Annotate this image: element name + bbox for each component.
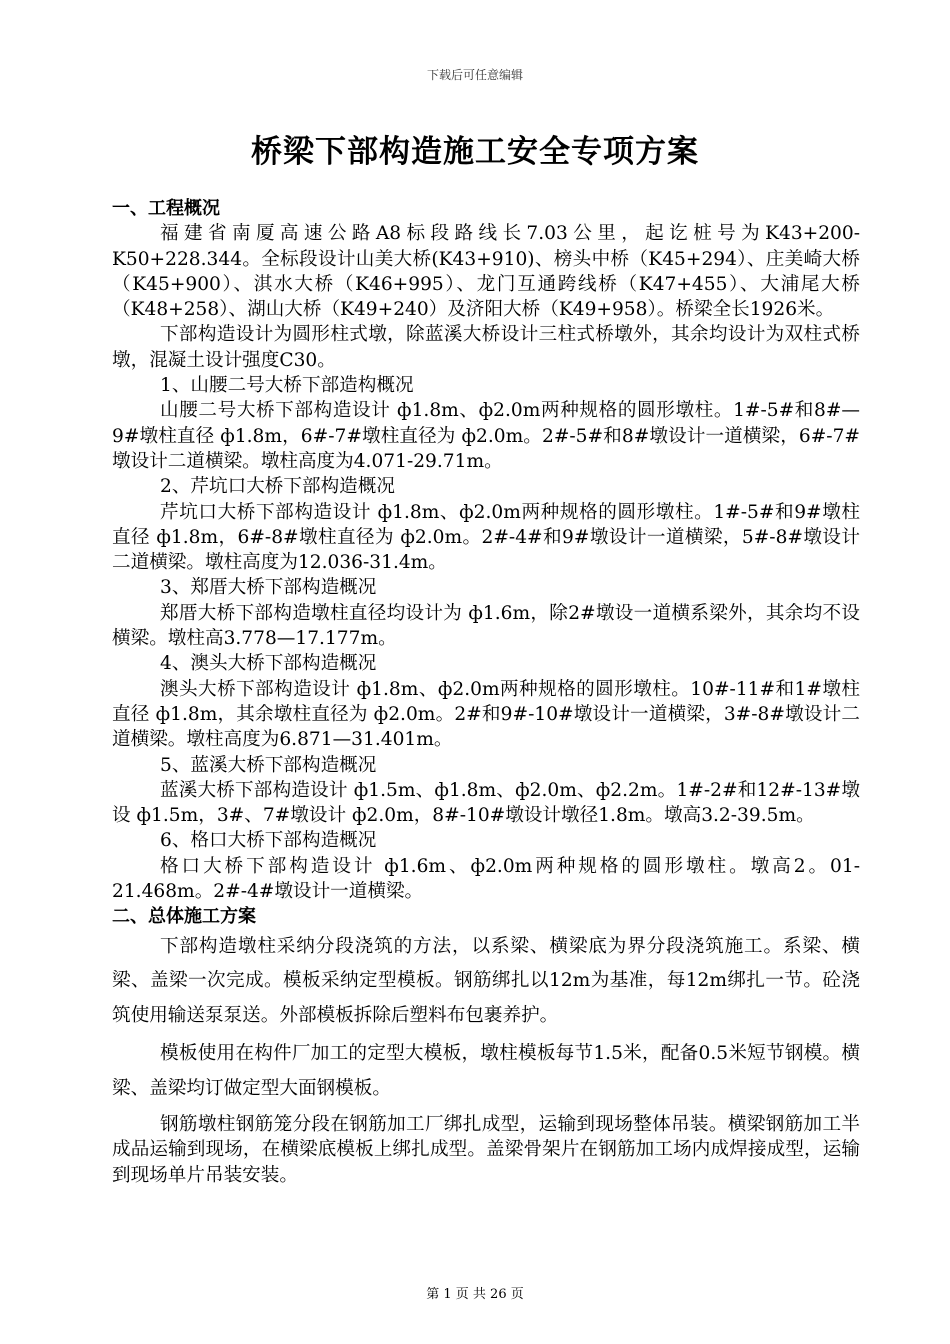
plan-paragraph-2: 模板使用在构件厂加工的定型大模板，墩柱模板每节1.5米，配备0.5米短节钢模。横梁、盖梁均订做定型大面钢模板。 <box>112 1043 860 1099</box>
subsection-title-1: 1、山腰二号大桥下部造构概况 <box>160 375 414 397</box>
subsection-title-5: 5、蓝溪大桥下部构造概况 <box>160 754 377 776</box>
subsection-title-2: 2、芹坑口大桥下部构造概况 <box>160 476 395 498</box>
overview-paragraph-2: 下部构造设计为圆形柱式墩，除蓝溪大桥设计三柱式桥墩外，其余均设计为双柱式桥墩，混凝土设计强度C30。 <box>112 324 860 371</box>
header-note: 下载后可任意编辑 <box>426 68 523 82</box>
overview-paragraph-1: 福建省南厦高速公路A8标段路线长7.03公里，起讫桩号为K43+200-K50+228.344。全标段设计山美大桥(K43+910)、榜头中桥（K45+294）、庄美崎大桥（K45+900）、淇水大桥（K46+995）、龙门互通跨线桥（K47+455）、大浦尾大桥（K48+258）、湖山大桥（K49+240）及济阳大桥（K49+958）。桥梁全长1926米。 <box>112 223 860 321</box>
subsection-body-5: 蓝溪大桥下部构造设计 ф1.5m、ф1.8m、ф2.0m、ф2.2m。1#-2#和12#-13#墩设 ф1.5m，3#、7#墩设计 ф2.0m，8#-10#墩设计墩径1.8m。墩高3.2-39.5m。 <box>112 779 860 827</box>
page-footer: 第 1 页 共 26 页 <box>426 1287 524 1302</box>
subsection-body-1: 山腰二号大桥下部构造设计 ф1.8m、ф2.0m两种规格的圆形墩柱。1#-5#和8#—9#墩柱直径 ф1.8m，6#-7#墩柱直径为 ф2.0m。2#-5#和8#墩设计一道横梁，6#-7#墩设计二道横梁。墩柱高度为4.071-29.71m。 <box>112 400 860 472</box>
document-body <box>112 196 860 1188</box>
subsection-body-2: 芹坑口大桥下部构造设计 ф1.8m、ф2.0m两种规格的圆形墩柱。1#-5#和9#墩柱直径 ф1.8m，6#-8#墩柱直径为 ф2.0m。2#-4#和9#墩设计一道横梁，5#-8#墩设计二道横梁。墩柱高度为12.036-31.4m。 <box>112 501 860 574</box>
section-heading-overview: 一、工程概况 <box>112 198 220 219</box>
subsection-title-4: 4、澳头大桥下部构造概况 <box>160 653 377 675</box>
plan-paragraph-3: 钢筋墩柱钢筋笼分段在钢筋加工厂绑扎成型，运输到现场整体吊装。横梁钢筋加工半成品运输到现场，在横梁底模板上绑扎成型。盖梁骨架片在钢筋加工场内成焊接成型，运输到现场单片吊装安装。 <box>112 1114 860 1186</box>
subsection-title-6: 6、格口大桥下部构造概况 <box>160 830 377 852</box>
subsection-title-3: 3、郑厝大桥下部构造概况 <box>160 577 377 599</box>
section-heading-plan: 二、总体施工方案 <box>112 906 256 928</box>
plan-paragraph-1: 下部构造墩柱采纳分段浇筑的方法，以系梁、横梁底为界分段浇筑施工。系梁、横梁、盖梁一次完成。模板采纳定型模板。钢筋绑扎以12m为基准，每12m绑扎一节。砼浇筑使用输送泵泵送。外部模板拆除后塑料布包裹养护。 <box>112 935 860 1026</box>
subsection-body-6: 格口大桥下部构造设计 ф1.6m、ф2.0m两种规格的圆形墩柱。墩高2。01-21.468m。2#-4#墩设计一道横梁。 <box>112 855 860 903</box>
subsection-body-3: 郑厝大桥下部构造墩柱直径均设计为 ф1.6m，除2#墩设一道横系梁外，其余均不设横梁。墩柱高3.778—17.177m。 <box>112 602 860 650</box>
document-title: 桥梁下部构造施工安全专项方案 <box>251 134 699 170</box>
subsection-body-4: 澳头大桥下部构造设计 ф1.8m、ф2.0m两种规格的圆形墩柱。10#-11#和1#墩柱直径 ф1.8m，其余墩柱直径为 ф2.0m。2#和9#-10#墩设计一道横梁，3#-8#墩设计二道横梁。墩柱高度为6.871—31.401m。 <box>112 678 860 751</box>
